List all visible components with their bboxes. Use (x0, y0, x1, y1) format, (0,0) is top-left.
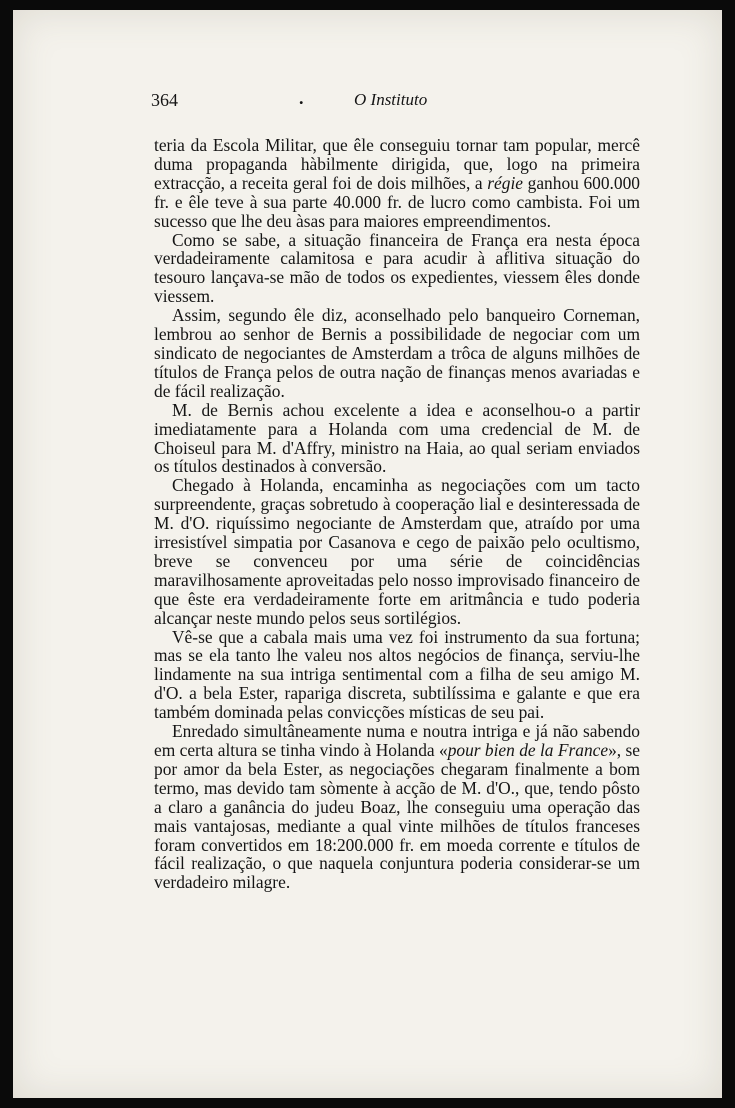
paragraph: Como se sabe, a situação financeira de França era nesta época verdadeiramente calamitosa e para acudir à aflitiva situação do tesouro lançava-se mão de todos os expedientes, viessem êles donde viessem. (154, 229, 640, 307)
paragraph: Assim, segundo êle diz, aconselhado pelo banqueiro Corneman, lembrou ao senhor de Bernis a possibilidade de negociar com um sindicato de negociantes de Amsterdam a trôca de alguns milhões de títulos de França pelos de outra nação de finanças menos avariadas e de fácil realização. (154, 305, 640, 401)
paragraph: M. de Bernis achou excelente a idea e aconselhou-o a partir imediatamente para a Holanda com uma credencial de M. de Choiseul para M. d'Affry, ministro na Haia, ao qual seriam enviados os títulos destinados à conversão. (154, 399, 640, 477)
journal-title: O Instituto (354, 90, 428, 109)
book-page (13, 10, 722, 1098)
page-number: 364 (151, 90, 178, 110)
paragraph: teria da Escola Militar, que êle conseguiu tornar tam popular, mercê duma propaganda hàbilmente dirigida, que, logo na primeira extracção, a receita geral foi de dois milhões, a régie ganhou 600.000 fr. e êle teve à sua parte 40.000 fr. de lucro como cambista. Foi um sucesso que lhe deu àsas para maiores empreendimentos. (154, 135, 640, 231)
paragraph: Chegado à Holanda, encaminha as negociações com um tacto surpreendente, graças sobretudo à cooperação lial e desinteressada de M. d'O. riquíssimo negociante de Amsterdam que, atraído por uma irresistível simpatia por Casanova e cego de paixão pelo ocultismo, breve se convenceu por uma série de coincidências maravilhosamente aproveitadas pelo nosso improvisado financeiro de que êste era verdadeiramente forte em aritmância e tudo poderia alcançar neste mundo pelos seus sortilégios. (154, 475, 640, 628)
header-separator: . (299, 88, 304, 108)
paragraph: Enredado simultâneamente numa e noutra intriga e já não sabendo em certa altura se tinha vindo à Holanda «pour bien de la France», se por amor da bela Ester, as negociações chegaram finalmente a bom termo, mas devido tam sòmente à acção de M. d'O., que, tendo pôsto a claro a ganância do judeu Boaz, lhe conseguiu uma operação das mais vantajosas, mediante a qual vinte milhões de títulos franceses foram convertidos em 18:200.000 fr. em moeda corrente e títulos de fácil realização, o que naquela conjuntura poderia considerar-se um verdadeiro milagre. (154, 721, 640, 893)
paragraph: Vê-se que a cabala mais uma vez foi instrumento da sua fortuna; mas se ela tanto lhe valeu nos altos negócios de finança, serviu-lhe lindamente na sua intriga sentimental com a filha de seu amigo M. d'O. a bela Ester, rapariga discreta, subtilíssima e galante e que era também dominada pelas convicções místicas de seu pai. (154, 626, 640, 723)
running-head (146, 90, 640, 114)
body-text (154, 136, 640, 892)
